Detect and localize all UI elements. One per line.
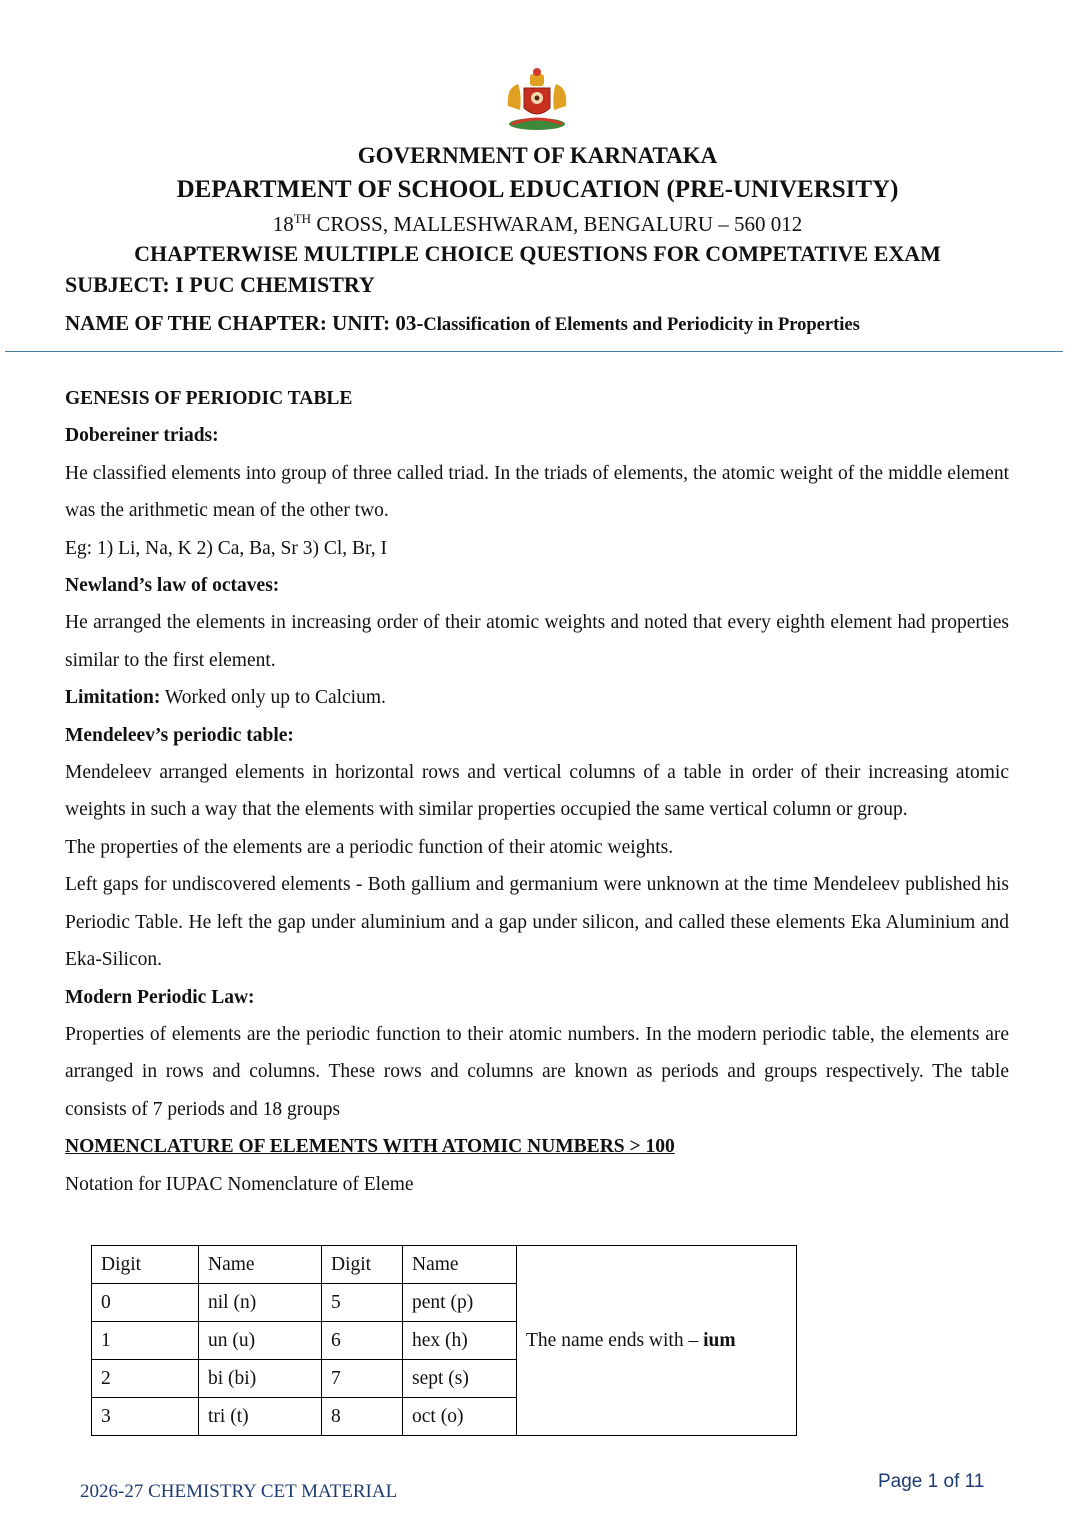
government-title: GOVERNMENT OF KARNATAKA — [357, 143, 718, 168]
table-cell: 3 — [92, 1398, 199, 1436]
table-cell: 7 — [322, 1360, 403, 1398]
table-cell: 6 — [322, 1322, 403, 1360]
limitation-label: Limitation: — [65, 687, 161, 709]
table-note-prefix: The name ends with – — [526, 1329, 704, 1351]
mendeleev-paragraph-2: The properties of the elements are a periodic function of their atomic weights. — [65, 836, 674, 858]
dobereiner-paragraph: He classified elements into group of three called triad. In the triads of elements, the atomic weight of the middle element was the arithmetic mean of the other two. — [65, 462, 1009, 522]
limitation-line — [65, 679, 1009, 716]
chapter-title: Classification of Elements and Periodicity in Properties — [423, 315, 860, 335]
department-title: DEPARTMENT OF SCHOOL EDUCATION (PRE-UNIVERSITY) — [176, 176, 899, 203]
address-rest: CROSS, MALLESHWARAM, BENGALURU – 560 012 — [311, 212, 803, 236]
address-line — [0, 211, 1075, 237]
table-cell: 2 — [92, 1360, 199, 1398]
header-divider — [5, 351, 1063, 352]
table-cell: 5 — [322, 1284, 403, 1322]
table-header-cell: Digit — [322, 1246, 403, 1284]
table-cell: sept (s) — [403, 1360, 517, 1398]
limitation-text: Worked only up to Calcium. — [160, 687, 386, 709]
mendeleev-paragraph-3: Left gaps for undiscovered elements - Both gallium and germanium were unknown at the time Mendeleev published his Periodic Table. He left the gap under aluminium and a gap under silicon, and called these elements Eka Aluminium and Eka-Silicon. — [65, 874, 1009, 971]
table-cell: 8 — [322, 1398, 403, 1436]
modern-law-paragraph: Properties of elements are the periodic function to their atomic numbers. In the modern periodic table, the elements are arranged in rows and columns. These rows and columns are known as periods and groups respectively. The table consists of 7 periods and 18 groups — [65, 1023, 1009, 1120]
table-header-cell: Name — [403, 1246, 517, 1284]
table-cell: oct (o) — [403, 1398, 517, 1436]
dobereiner-example: Eg: 1) Li, Na, K 2) Ca, Ba, Sr 3) Cl, Br, I — [65, 537, 388, 559]
table-note-suffix: ium — [703, 1329, 736, 1351]
chapter-line — [65, 311, 860, 336]
table-cell: nil (n) — [199, 1284, 322, 1322]
page-number: Page 1 of 11 — [878, 1471, 985, 1492]
nomenclature-table — [91, 1245, 797, 1436]
genesis-heading: GENESIS OF PERIODIC TABLE — [65, 388, 353, 409]
table-cell: bi (bi) — [199, 1360, 322, 1398]
table-cell: un (u) — [199, 1322, 322, 1360]
footer-material-label: 2026-27 CHEMISTRY CET MATERIAL — [80, 1481, 398, 1502]
table-note-cell — [517, 1246, 797, 1436]
address-number: 18 — [272, 212, 294, 236]
mendeleev-heading: Mendeleev’s periodic table: — [65, 724, 294, 746]
table-cell: tri (t) — [199, 1398, 322, 1436]
karnataka-emblem-icon — [500, 66, 574, 132]
modern-law-heading: Modern Periodic Law: — [65, 986, 255, 1008]
table-header-row — [92, 1246, 797, 1284]
dobereiner-heading: Dobereiner triads: — [65, 425, 219, 447]
table-header-cell: Name — [199, 1246, 322, 1284]
table-header-cell: Digit — [92, 1246, 199, 1284]
nomenclature-heading: NOMENCLATURE OF ELEMENTS WITH ATOMIC NUMBERS > 100 — [65, 1136, 675, 1158]
table-cell: pent (p) — [403, 1284, 517, 1322]
document-title: CHAPTERWISE MULTIPLE CHOICE QUESTIONS FOR COMPETATIVE EXAM — [134, 241, 941, 266]
main-content — [65, 380, 1009, 1203]
table-cell: 0 — [92, 1284, 199, 1322]
table-cell: 1 — [92, 1322, 199, 1360]
newland-heading: Newland’s law of octaves: — [65, 575, 280, 597]
table-cell: hex (h) — [403, 1322, 517, 1360]
address-superscript: TH — [293, 211, 312, 226]
newland-paragraph: He arranged the elements in increasing order of their atomic weights and noted that every eighth element had properties similar to the first element. — [65, 612, 1009, 671]
chapter-prefix: NAME OF THE CHAPTER: UNIT: 03- — [65, 311, 424, 335]
subject-line: SUBJECT: I PUC CHEMISTRY — [65, 272, 375, 297]
notation-line: Notation for IUPAC Nomenclature of Eleme — [65, 1173, 414, 1195]
mendeleev-paragraph-1: Mendeleev arranged elements in horizontal rows and vertical columns of a table in order of their increasing atomic weights in such a way that the elements with similar properties occupied the same vertical column or group. — [65, 762, 1009, 821]
